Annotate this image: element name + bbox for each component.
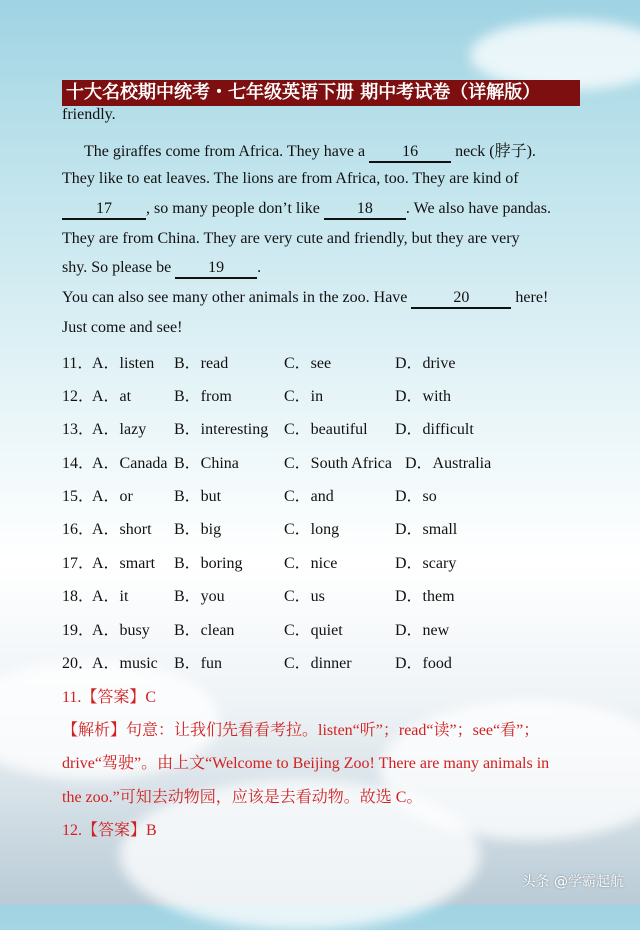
option-d[interactable]: D．so [395, 488, 437, 505]
explanation-line: 【解析】句意：让我们先看看考拉。listen“听”；read“读”；see“看”； [62, 722, 540, 739]
option-a[interactable]: A．or [92, 488, 133, 505]
option-b[interactable]: B．boring [174, 555, 243, 572]
passage-line: They like to eat leaves. The lions are from Africa, too. They are kind of [62, 170, 519, 187]
option-b[interactable]: B．China [174, 455, 239, 472]
question-number: 20． [62, 655, 95, 672]
question-number: 11． [62, 355, 94, 372]
option-c[interactable]: C．us [284, 588, 325, 605]
question-number: 19． [62, 622, 95, 639]
option-c[interactable]: C．South Africa [284, 455, 392, 472]
question-number: 13． [62, 421, 95, 438]
blank-17[interactable]: 17 [62, 200, 146, 220]
watermark-credit: 头条 @学霸起航 [521, 874, 624, 890]
answer-12: 12.【答案】B [62, 822, 157, 839]
option-d[interactable]: D．Australia [405, 455, 492, 472]
option-b[interactable]: B．big [174, 521, 222, 538]
blank-19[interactable]: 19 [175, 259, 257, 279]
blank-20[interactable]: 20 [411, 289, 511, 309]
passage-line: You can also see many other animals in the zoo. Have 20 here! [62, 289, 548, 309]
option-d[interactable]: D．scary [395, 555, 457, 572]
passage-line: Just come and see! [62, 319, 183, 336]
blank-18[interactable]: 18 [324, 200, 406, 220]
question-number: 15． [62, 488, 95, 505]
passage-line: shy. So please be 19 . [62, 259, 261, 279]
option-a[interactable]: A．music [92, 655, 158, 672]
passage-line: They are from China. They are very cute and friendly, but they are very [62, 230, 520, 247]
passage-line: friendly. [62, 106, 116, 123]
question-number: 16． [62, 521, 95, 538]
option-b[interactable]: B．from [174, 388, 232, 405]
option-d[interactable]: D．difficult [395, 421, 474, 438]
header-banner: 十大名校期中统考・七年级英语下册 期中考试卷（详解版） [62, 80, 580, 106]
option-b[interactable]: B．but [174, 488, 222, 505]
question-number: 17． [62, 555, 95, 572]
option-b[interactable]: B．clean [174, 622, 235, 639]
option-a[interactable]: A．smart [92, 555, 156, 572]
explanation-line: drive“驾驶”。由上文“Welcome to Beijing Zoo! There are many animals in [62, 755, 550, 772]
option-c[interactable]: C．quiet [284, 622, 343, 639]
question-number: 18． [62, 588, 95, 605]
option-a[interactable]: A．listen [92, 355, 155, 372]
passage-line: 17 , so many people don’t like 18 . We also have pandas. [62, 200, 551, 220]
option-c[interactable]: C．beautiful [284, 421, 368, 438]
option-c[interactable]: C．long [284, 521, 340, 538]
option-d[interactable]: D．them [395, 588, 455, 605]
option-c[interactable]: C．see [284, 355, 332, 372]
option-b[interactable]: B．fun [174, 655, 223, 672]
passage-line: The giraffes come from Africa. They have a 16 neck (脖子). [84, 138, 536, 163]
option-d[interactable]: D．small [395, 521, 458, 538]
option-a[interactable]: A．lazy [92, 421, 147, 438]
answer-11: 11.【答案】C [62, 689, 157, 706]
option-a[interactable]: A．short [92, 521, 152, 538]
blank-16[interactable]: 16 [369, 143, 451, 163]
option-a[interactable]: A．it [92, 588, 129, 605]
option-a[interactable]: A．Canada [92, 455, 168, 472]
option-c[interactable]: C．and [284, 488, 334, 505]
option-d[interactable]: D．with [395, 388, 452, 405]
option-d[interactable]: D．food [395, 655, 452, 672]
option-d[interactable]: D．new [395, 622, 450, 639]
option-c[interactable]: C．dinner [284, 655, 352, 672]
question-number: 14． [62, 455, 95, 472]
option-b[interactable]: B．read [174, 355, 229, 372]
explanation-line: the zoo.”可知去动物园，应该是去看动物。故选 C。 [62, 789, 423, 806]
option-d[interactable]: D．drive [395, 355, 456, 372]
option-a[interactable]: A．busy [92, 622, 150, 639]
option-b[interactable]: B．interesting [174, 421, 269, 438]
option-c[interactable]: C．nice [284, 555, 338, 572]
option-a[interactable]: A．at [92, 388, 132, 405]
option-c[interactable]: C．in [284, 388, 324, 405]
question-number: 12． [62, 388, 95, 405]
option-b[interactable]: B．you [174, 588, 225, 605]
